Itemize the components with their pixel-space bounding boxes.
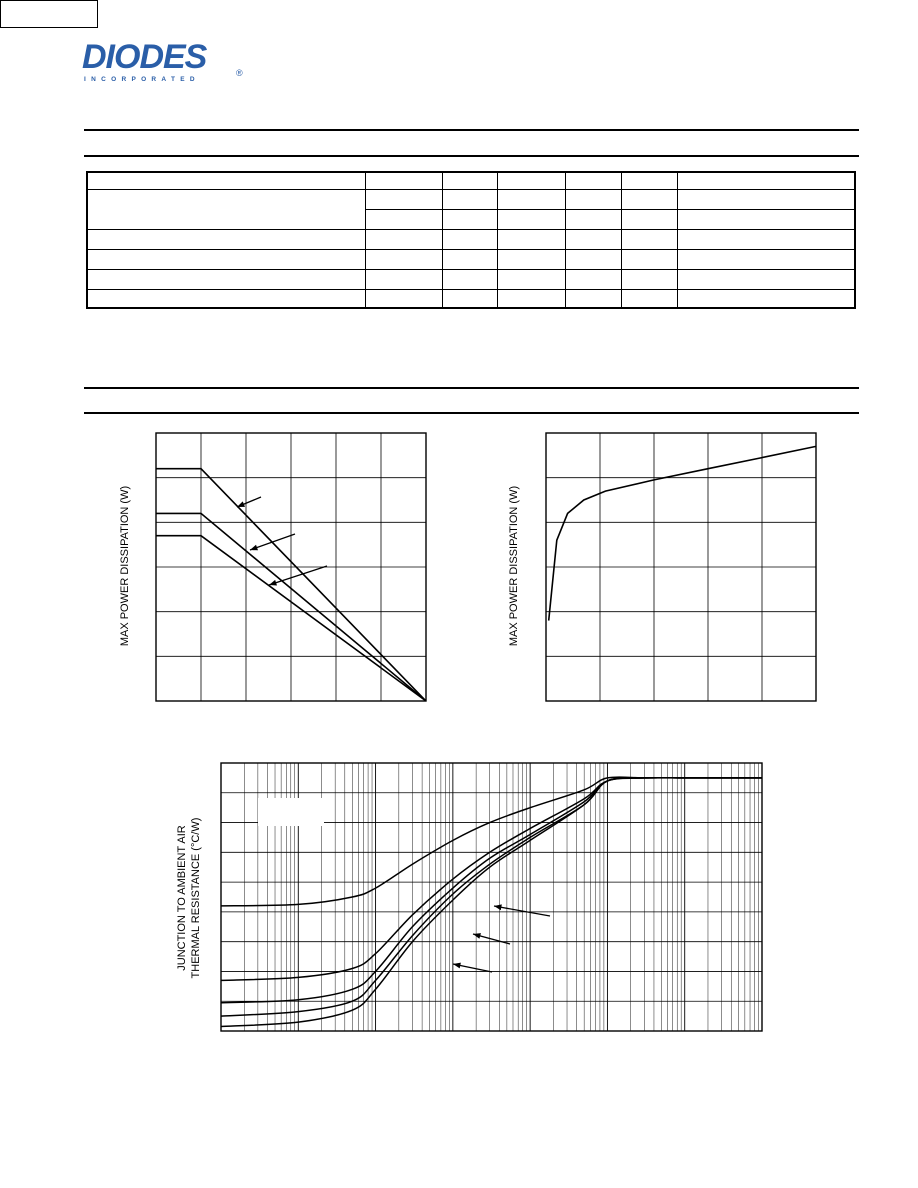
table-cell: [566, 269, 622, 289]
table-cell: [622, 249, 678, 269]
table-cell: [622, 289, 678, 308]
table-cell: [622, 269, 678, 289]
table-cell: [677, 249, 855, 269]
table-cell: [365, 269, 442, 289]
table-cell: [622, 189, 678, 209]
transient-thermal-chart: [220, 762, 763, 1032]
table-cell: [498, 172, 566, 189]
table-cell: [442, 172, 498, 189]
section-rule-top-1: [84, 129, 859, 131]
table-cell: [677, 269, 855, 289]
table-cell: [365, 289, 442, 308]
thermal-characteristics-table: [86, 171, 856, 309]
table-cell: [87, 229, 365, 249]
table-cell: [566, 289, 622, 308]
table-cell: [442, 269, 498, 289]
section-rule-mid-2: [84, 412, 859, 414]
transient-thermal-ylabel-line1: JUNCTION TO AMBIENT AIR: [176, 825, 188, 971]
table-cell: [87, 172, 365, 189]
logo-registered-mark: ®: [236, 68, 243, 78]
table-cell: [566, 189, 622, 209]
derating-chart-ylabel: MAX POWER DISSIPATION (W): [119, 485, 131, 647]
transient-thermal-ylabel: [175, 798, 203, 998]
table-cell: [622, 172, 678, 189]
section-rule-mid-1: [84, 387, 859, 389]
logo-subline: INCORPORATED: [84, 76, 200, 83]
table-cell: [365, 189, 442, 209]
table-cell: [566, 229, 622, 249]
derating-arrow-1-head: [237, 501, 245, 507]
table-cell: [498, 229, 566, 249]
table-cell: [677, 229, 855, 249]
section-rule-top-2: [84, 155, 859, 157]
table-cell: [365, 249, 442, 269]
table-cell: [677, 209, 855, 229]
table-cell: [498, 249, 566, 269]
part-number-box: [0, 0, 98, 28]
table-cell: [365, 229, 442, 249]
table-cell: [622, 229, 678, 249]
table-row: [87, 229, 855, 249]
table-cell: [442, 289, 498, 308]
table-cell: [566, 249, 622, 269]
legend-box-blank: [258, 798, 324, 826]
thermal-arrow-3-head: [453, 963, 461, 969]
table-cell: [87, 289, 365, 308]
table-row: [87, 172, 855, 189]
table-cell: [498, 209, 566, 229]
derating-arrow-3-head: [269, 580, 277, 586]
table-row: [87, 249, 855, 269]
series-line-1: [221, 777, 762, 906]
thermal-arrow-1-head: [494, 904, 502, 910]
table-cell: [622, 209, 678, 229]
derating-chart: [155, 432, 427, 702]
table-cell: [442, 229, 498, 249]
diodes-logo: [80, 38, 250, 86]
table-row: [87, 289, 855, 308]
table-cell: [87, 269, 365, 289]
table-cell: [442, 249, 498, 269]
table-cell: [677, 289, 855, 308]
pulse-power-chart: [545, 432, 817, 702]
table-cell: [87, 189, 365, 229]
table-cell: [677, 172, 855, 189]
thermal-arrow-2-head: [473, 933, 481, 939]
series-line-1: [549, 446, 816, 620]
logo-wordmark: DIODES: [82, 38, 207, 76]
table-cell: [566, 209, 622, 229]
table-cell: [566, 172, 622, 189]
transient-thermal-ylabel-line2: THERMAL RESISTANCE (°C/W): [190, 817, 202, 979]
table-cell: [87, 249, 365, 269]
table-cell: [677, 189, 855, 209]
table-row: [87, 269, 855, 289]
derating-arrow-2-head: [250, 545, 258, 551]
table-row: [87, 189, 855, 209]
table-cell: [365, 172, 442, 189]
table-cell: [498, 189, 566, 209]
table-cell: [498, 269, 566, 289]
table-cell: [365, 209, 442, 229]
pulse-power-chart-ylabel: MAX POWER DISSIPATION (W): [508, 485, 520, 647]
thermal-arrow-1-shaft: [494, 906, 550, 916]
table-cell: [498, 289, 566, 308]
table-cell: [442, 189, 498, 209]
table-cell: [442, 209, 498, 229]
